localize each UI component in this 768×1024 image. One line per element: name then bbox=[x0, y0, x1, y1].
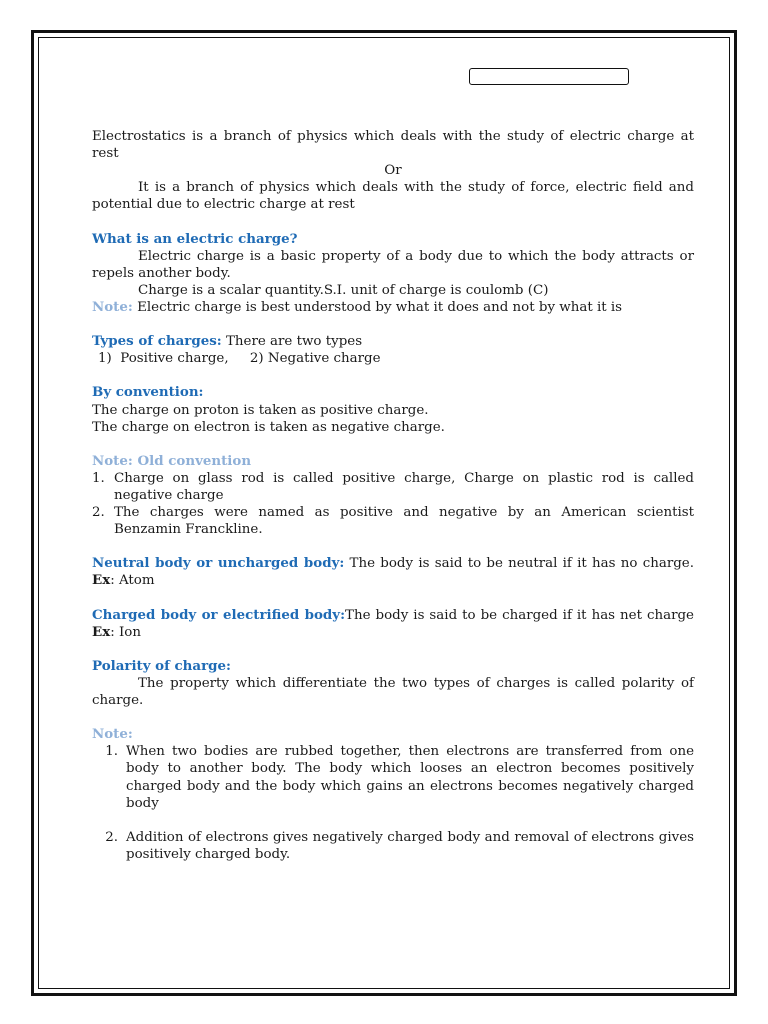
old-convention-list bbox=[92, 470, 694, 538]
note-label: Note: bbox=[92, 298, 133, 315]
convention-line-electron: The charge on electron is taken as negative charge. bbox=[92, 419, 445, 435]
neutral-text: The body is said to be neutral if it has no charge. bbox=[344, 556, 694, 572]
neutral-body-paragraph bbox=[92, 555, 694, 589]
list-item bbox=[92, 743, 694, 811]
or-separator: Or bbox=[384, 163, 402, 179]
note-text: Electric charge is best understood by what it does and not by what it is bbox=[132, 299, 623, 315]
intro-paragraph-alt: It is a branch of physics which deals with the study of force, electric field and potential due to electric charge at rest bbox=[92, 180, 694, 213]
charged-text: The body is said to be charged if it has net charge bbox=[345, 607, 694, 623]
list-number: 1. bbox=[92, 470, 105, 486]
neutral-heading: Neutral body or uncharged body: bbox=[92, 555, 345, 572]
charged-body-paragraph bbox=[92, 607, 694, 641]
convention-line-proton: The charge on proton is taken as positive charge. bbox=[92, 402, 429, 418]
title-box bbox=[469, 68, 629, 85]
note-list bbox=[92, 743, 694, 863]
example-text: : Ion bbox=[110, 624, 141, 640]
types-heading: Types of charges: bbox=[92, 333, 222, 350]
list-text: When two bodies are rubbed together, then electrons are transferred from one body to another body. The body which looses an electron becomes positively charged body and the body which gains an electrons becomes negatively charged body bbox=[126, 744, 694, 811]
types-list: 1) Positive charge, 2) Negative charge bbox=[98, 351, 381, 367]
polarity-heading: Polarity of charge: bbox=[92, 657, 231, 674]
polarity-text: The property which differentiate the two types of charges is called polarity of charge. bbox=[92, 676, 694, 709]
charged-heading: Charged body or electrified body: bbox=[92, 606, 346, 623]
electric-charge-definition: Electric charge is a basic property of a body due to which the body attracts or repels another body. bbox=[92, 248, 694, 281]
list-item bbox=[92, 504, 694, 538]
list-item bbox=[92, 829, 694, 863]
types-text: There are two types bbox=[221, 334, 363, 350]
list-item bbox=[92, 470, 694, 504]
types-of-charges bbox=[92, 333, 694, 350]
intro-paragraph: Electrostatics is a branch of physics which deals with the study of electric charge at rest bbox=[92, 129, 694, 162]
example-label: Ex bbox=[92, 572, 111, 589]
convention-heading: By convention: bbox=[92, 384, 204, 401]
list-number: 1. bbox=[105, 744, 118, 760]
list-text: Addition of electrons gives negatively charged body and removal of electrons gives positively charged body. bbox=[126, 829, 694, 862]
document-body bbox=[92, 128, 694, 863]
list-text: The charges were named as positive and negative by an American scientist Benzamin Franckline. bbox=[114, 505, 694, 538]
list-number: 2. bbox=[92, 505, 105, 521]
electric-charge-note bbox=[92, 299, 694, 316]
old-convention-heading: Note: Old convention bbox=[92, 452, 252, 469]
example-label: Ex bbox=[92, 623, 111, 640]
note-heading: Note: bbox=[92, 726, 133, 743]
electric-charge-heading: What is an electric charge? bbox=[92, 230, 298, 247]
example-text: : Atom bbox=[110, 573, 155, 589]
list-text: Charge on glass rod is called positive charge, Charge on plastic rod is called negative charge bbox=[114, 470, 694, 503]
list-number: 2. bbox=[105, 829, 118, 845]
electric-charge-unit: Charge is a scalar quantity.S.I. unit of charge is coulomb (C) bbox=[138, 282, 549, 298]
